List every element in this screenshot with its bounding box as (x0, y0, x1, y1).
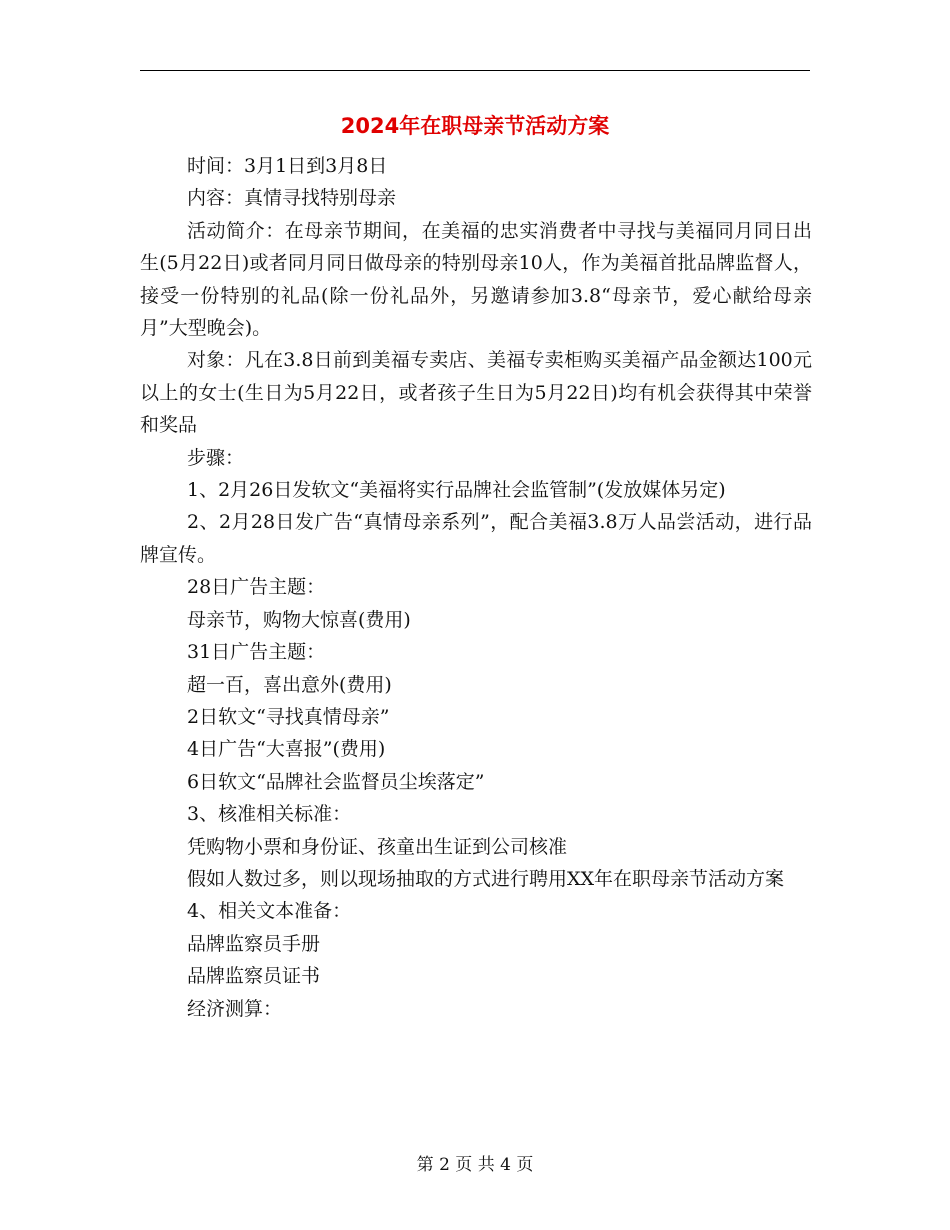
paragraph-verify: 凭购物小票和身份证、孩童出生证到公司核准 (187, 835, 568, 858)
paragraph-content: 内容：真情寻找特别母亲 (187, 187, 397, 210)
paragraph-step-2: 2、2月28日发广告“真情母亲系列”，配合美福3.8万人品尝活动，进行品牌宣传。 (140, 511, 812, 566)
paragraph-step-3: 3、核准相关标准： (187, 803, 352, 826)
paragraph-step-4: 4、相关文本准备： (187, 900, 352, 923)
paragraph-ad-theme-31: 31日广告主题： (187, 641, 326, 664)
page-number: 第 2 页 共 4 页 (416, 1155, 534, 1175)
paragraph-softtext-2: 2日软文“寻找真情母亲” (187, 705, 390, 728)
paragraph-manual: 品牌监察员手册 (187, 932, 321, 955)
paragraph-steps-heading: 步骤： (187, 446, 245, 469)
header-rule (140, 70, 810, 71)
paragraph-lottery: 假如人数过多，则以现场抽取的方式进行聘用XX年在职母亲节活动方案 (187, 867, 785, 890)
paragraph-ad-31-content: 超一百，喜出意外(费用) (187, 673, 392, 696)
paragraph-ad-4: 4日广告“大喜报”(费用) (187, 738, 386, 761)
document-title: 2024年在职母亲节活动方案 (340, 114, 610, 138)
paragraph-intro: 活动简介：在母亲节期间，在美福的忠实消费者中寻找与美福同月同日出生(5月22日)或者同月同日做母亲的特别母亲10人，作为美福首批品牌监督人，接受一份特别的礼品(除一份礼品外，另邀请参加3.8“母亲节，爱心献给母亲月”大型晚会)。 (140, 219, 812, 340)
paragraph-target: 对象：凡在3.8日前到美福专卖店、美福专卖柜购买美福产品金额达100元以上的女士(生日为5月22日，或者孩子生日为5月22日)均有机会获得其中荣誉和奖品 (140, 349, 812, 437)
document-body (140, 150, 812, 1025)
paragraph-ad-28-content: 母亲节，购物大惊喜(费用) (187, 608, 411, 631)
paragraph-certificate: 品牌监察员证书 (187, 965, 321, 988)
paragraph-budget: 经济测算： (187, 997, 283, 1020)
paragraph-ad-theme-28: 28日广告主题： (187, 576, 326, 599)
paragraph-time: 时间：3月1日到3月8日 (187, 155, 388, 177)
paragraph-softtext-6: 6日软文“品牌社会监督员尘埃落定” (187, 770, 485, 793)
paragraph-step-1: 1、2月26日发软文“美福将实行品牌社会监管制”(发放媒体另定) (187, 479, 726, 502)
